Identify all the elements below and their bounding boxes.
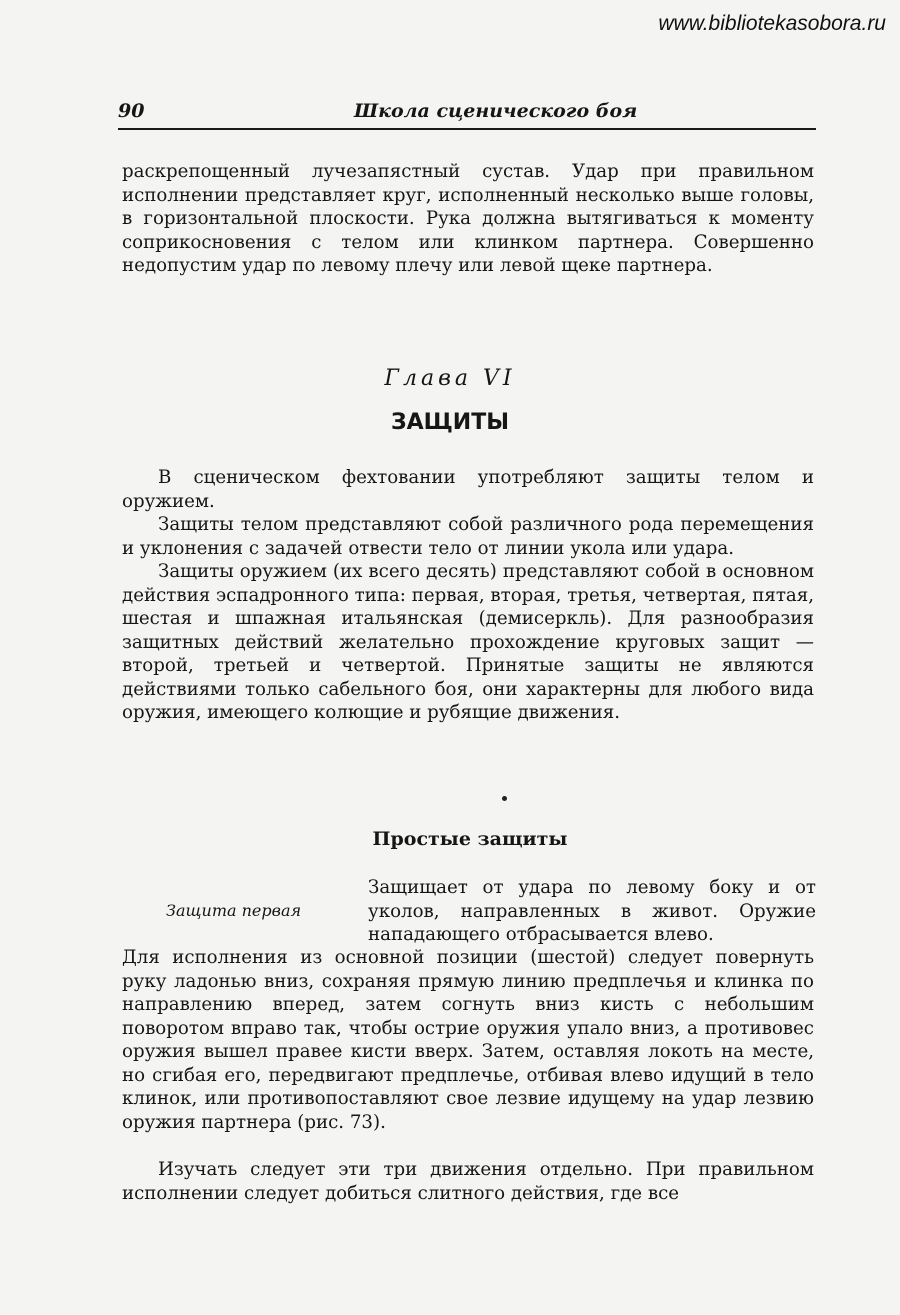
defense-side-paragraph: Защищает от удара по левому боку и от уколов, направленных в живот. Оружие нападающего отбрасывается влево.	[368, 877, 816, 945]
section-title: Простые защиты	[372, 828, 568, 850]
defense-continuation	[122, 946, 814, 1134]
print-dot	[502, 796, 507, 801]
book-title: Школа сценического боя	[354, 100, 638, 122]
running-header	[118, 98, 816, 130]
paragraph-last	[122, 1158, 814, 1205]
defense-label: Защита первая	[166, 901, 302, 920]
paragraph-top	[122, 160, 814, 278]
intro-paragraph-3: Защиты оружием (их всего десять) представляют собой в основном действия эспадронного типа: первая, вторая, третья, четвертая, пятая, шестая и шпажная итальянская (демисеркль). Для разнообразия защитных действий желательно прохождение круговых защит — второй, третьей и четвертой. Принятые защиты не являются действиями только сабельного боя, они характерны для любого вида оружия, имеющего колющие и рубящие движения.	[122, 561, 814, 723]
chapter-title: ЗАЩИТЫ	[390, 410, 510, 435]
paragraph-text: раскрепощенный лучезапястный сустав. Удар при правильном исполнении представляет круг, исполненный несколько выше головы, в горизонтальной плоскости. Рука должна вытягиваться к моменту соприкосновения с телом или клинком партнера. Совершенно недопустим удар по левому плечу или левой щеке партнера.	[122, 161, 814, 276]
intro-section	[122, 466, 814, 725]
page-number: 90	[118, 100, 145, 122]
chapter-label: Глава VI	[384, 366, 516, 391]
watermark-url: www.bibliotekasobora.ru	[658, 12, 886, 35]
intro-paragraph-1: В сценическом фехтовании употребляют защиты телом и оружием.	[122, 467, 814, 512]
defense-side-text	[368, 876, 816, 947]
defense-paragraph: Для исполнения из основной позиции (шестой) следует повернуть руку ладонью вниз, сохраняя прямую линию предплечья и клинка по направлению вперед, затем согнуть вниз кисть с небольшим поворотом вправо так, чтобы острие оружия упало вниз, а противовес оружия вышел правее кисти вверх. Затем, оставляя локоть на месте, но сгибая его, передвигают предплечье, отбивая влево идущий в тело клинок, или противопоставляют свое лезвие идущему на удар лезвию оружия партнера (рис. 73).	[122, 947, 814, 1133]
intro-paragraph-2: Защиты телом представляют собой различного рода перемещения и уклонения с задачей отвести тело от линии укола или удара.	[122, 514, 814, 559]
last-paragraph-text: Изучать следует эти три движения отдельно. При правильном исполнении следует добиться слитного действия, где все	[122, 1159, 814, 1204]
